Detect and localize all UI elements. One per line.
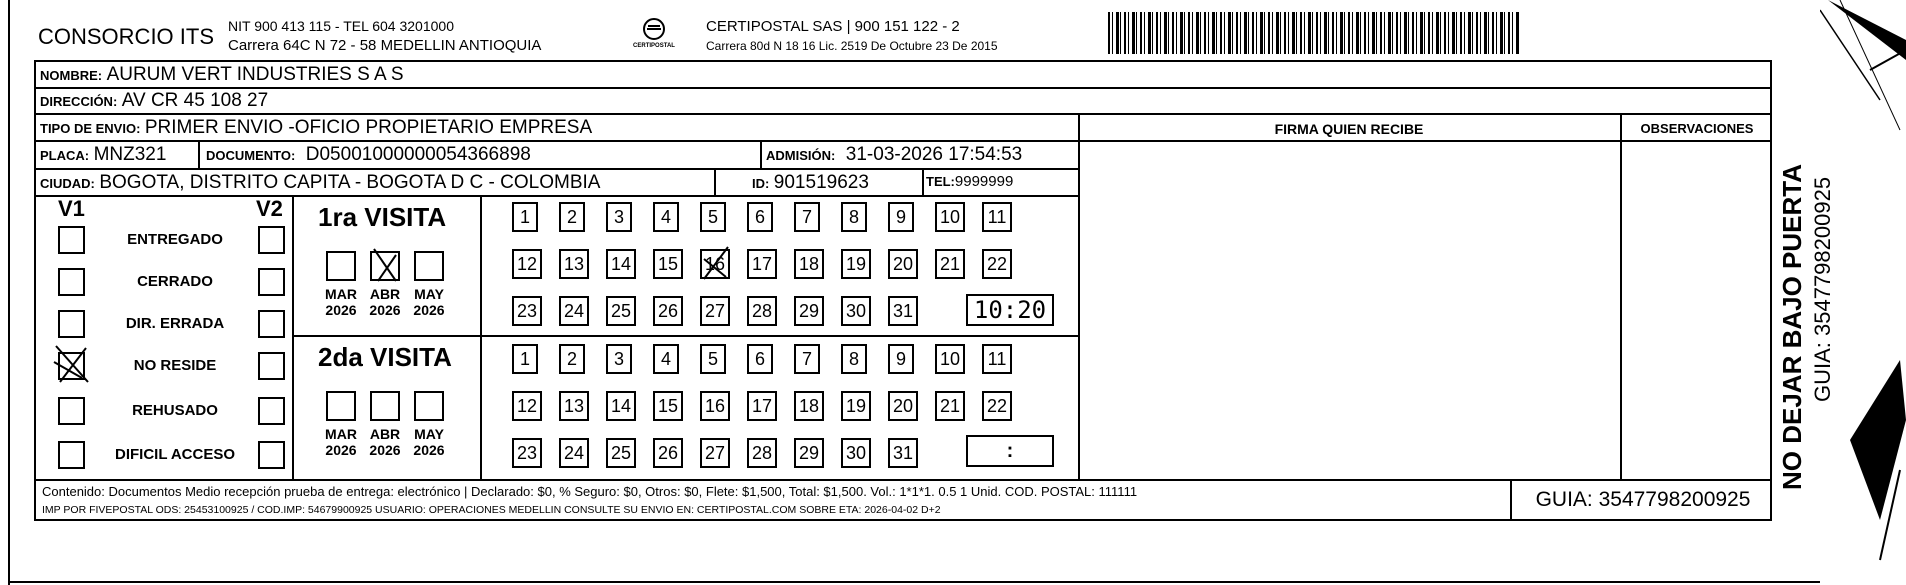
day-cell[interactable]: 22 <box>982 249 1012 279</box>
day-cell[interactable]: 11 <box>982 202 1012 232</box>
footer-guia: GUIA: 3547798200925 <box>1535 488 1751 511</box>
admision-label: ADMISIÓN: <box>766 148 836 163</box>
certipostal-logo <box>634 17 674 51</box>
month-checkbox[interactable] <box>326 251 356 281</box>
status-label: CERRADO <box>137 273 213 290</box>
month-label: MAR 2026 <box>325 426 357 458</box>
placa-value: MNZ321 <box>93 144 167 165</box>
month-label: MAR 2026 <box>325 286 357 318</box>
day-cell[interactable]: 16 <box>700 391 730 421</box>
month-label: MAY 2026 <box>413 426 445 458</box>
documento-label: DOCUMENTO: <box>206 148 296 163</box>
day-cell[interactable]: 19 <box>841 249 871 279</box>
status-label: NO RESIDE <box>133 357 217 374</box>
day-cell[interactable]: 29 <box>794 438 824 468</box>
id-value: 901519623 <box>773 172 869 193</box>
documento-value: D05001000000054366898 <box>305 144 531 165</box>
v2-checkbox[interactable] <box>258 226 285 254</box>
day-cell[interactable]: 20 <box>888 249 918 279</box>
day-cell[interactable]: 21 <box>935 391 965 421</box>
day-cell[interactable]: 27 <box>700 438 730 468</box>
day-cell[interactable]: 26 <box>653 438 683 468</box>
barcode <box>1108 12 1520 54</box>
tipo-envio-label: TIPO DE ENVIO: <box>40 121 141 136</box>
second-visit-time[interactable] <box>966 435 1054 467</box>
day-cell[interactable]: 6 <box>747 344 773 374</box>
ciudad-label: CIUDAD: <box>40 176 95 191</box>
day-cell[interactable]: 30 <box>841 296 871 326</box>
day-cell[interactable]: 15 <box>653 249 683 279</box>
day-cell[interactable]: 18 <box>794 249 824 279</box>
day-cell[interactable]: 24 <box>559 438 589 468</box>
day-cell[interactable]: 19 <box>841 391 871 421</box>
v1-checkbox[interactable] <box>58 352 85 380</box>
status-label: DIFICIL ACCESO <box>114 446 235 463</box>
day-cell[interactable]: 16 <box>700 249 730 279</box>
first-visit-time-value: 10:20 <box>973 296 1047 324</box>
day-cell[interactable]: 2 <box>559 202 585 232</box>
day-cell[interactable]: 6 <box>747 202 773 232</box>
day-cell[interactable]: 17 <box>747 249 777 279</box>
day-cell[interactable]: 1 <box>512 344 538 374</box>
direccion-label: DIRECCIÓN: <box>40 94 118 109</box>
day-cell[interactable]: 27 <box>700 296 730 326</box>
month-checkbox[interactable] <box>326 391 356 421</box>
day-cell[interactable]: 12 <box>512 249 542 279</box>
second-visit-time-value: : <box>1006 440 1014 462</box>
day-cell[interactable]: 28 <box>747 296 777 326</box>
day-cell[interactable]: 9 <box>888 202 914 232</box>
day-cell[interactable]: 4 <box>653 344 679 374</box>
day-cell[interactable]: 23 <box>512 438 542 468</box>
placa-label: PLACA: <box>40 148 90 163</box>
v1-checkbox[interactable] <box>58 441 85 469</box>
v1-checkbox[interactable] <box>58 268 85 296</box>
day-cell[interactable]: 5 <box>700 344 726 374</box>
v1-checkbox[interactable] <box>58 226 85 254</box>
day-cell[interactable]: 11 <box>982 344 1012 374</box>
v1-header: V1 <box>58 196 85 221</box>
page-edge-mark <box>8 0 10 585</box>
month-checkbox[interactable] <box>370 251 400 281</box>
first-visit-time[interactable] <box>966 294 1054 326</box>
status-label: REHUSADO <box>132 402 218 419</box>
day-cell[interactable]: 8 <box>841 344 867 374</box>
company-address: Carrera 64C N 72 - 58 MEDELLIN ANTIOQUIA <box>228 37 542 54</box>
v1-checkbox[interactable] <box>58 310 85 338</box>
certipostal-line2: Carrera 80d N 18 16 Lic. 2519 De Octubre 23 De 2015 <box>706 39 998 53</box>
day-cell[interactable]: 18 <box>794 391 824 421</box>
v2-header: V2 <box>256 196 283 221</box>
id-label: ID: <box>752 176 770 191</box>
day-cell[interactable]: 30 <box>841 438 871 468</box>
side-warning: NO DEJAR BAJO PUERTA <box>1777 163 1807 490</box>
nombre-label: NOMBRE: <box>40 68 103 83</box>
nit-line: NIT 900 413 115 - TEL 604 3201000 <box>228 18 454 34</box>
month-label: ABR 2026 <box>369 286 401 318</box>
v1-checkbox[interactable] <box>58 397 85 425</box>
page-bottom-line <box>8 581 1820 583</box>
status-label: ENTREGADO <box>127 231 223 248</box>
day-cell[interactable]: 7 <box>794 344 820 374</box>
logo-text: CERTIPOSTAL <box>633 43 675 49</box>
v2-checkbox[interactable] <box>258 441 285 469</box>
day-cell[interactable]: 20 <box>888 391 918 421</box>
day-cell[interactable]: 7 <box>794 202 820 232</box>
contenido-text: Contenido: Documentos Medio recepción prueba de entrega: electrónico | Declarado: $0, % Seguro: $0, Otros: $0, Flete: $1,500, Total: $1,500. Vol.: 1*1*1. 0.5 1 Unid. COD. POSTAL: 111111 <box>42 484 1138 499</box>
day-cell[interactable]: 3 <box>606 344 632 374</box>
firma-label: FIRMA QUIEN RECIBE <box>1274 121 1424 137</box>
day-cell[interactable]: 9 <box>888 344 914 374</box>
admision-value: 31-03-2026 17:54:53 <box>845 144 1023 165</box>
day-cell[interactable]: 31 <box>888 438 918 468</box>
status-label: DIR. ERRADA <box>125 315 225 332</box>
day-cell[interactable]: 10 <box>935 202 965 232</box>
side-guia: GUIA: 3547798200925 <box>1810 176 1835 402</box>
v2-checkbox[interactable] <box>258 352 285 380</box>
day-cell[interactable]: 13 <box>559 249 589 279</box>
day-check-mark <box>700 249 730 279</box>
day-cell[interactable]: 23 <box>512 296 542 326</box>
second-visit-title: 2da VISITA <box>318 342 452 372</box>
tipo-envio-value: PRIMER ENVIO -OFICIO PROPIETARIO EMPRESA <box>144 117 593 138</box>
v2-checkbox[interactable] <box>258 268 285 296</box>
direccion-value: AV CR 45 108 27 <box>121 90 269 111</box>
ciudad-value: BOGOTA, DISTRITO CAPITA - BOGOTA D C - COLOMBIA <box>99 172 601 193</box>
day-cell[interactable]: 5 <box>700 202 726 232</box>
day-cell[interactable]: 25 <box>606 438 636 468</box>
month-label: MAY 2026 <box>413 286 445 318</box>
first-visit-title: 1ra VISITA <box>318 202 447 232</box>
day-cell[interactable]: 29 <box>794 296 824 326</box>
day-cell[interactable]: 3 <box>606 202 632 232</box>
day-cell[interactable]: 4 <box>653 202 679 232</box>
observaciones-label: OBSERVACIONES <box>1640 121 1754 136</box>
day-cell[interactable]: 31 <box>888 296 918 326</box>
month-checkbox[interactable] <box>414 391 444 421</box>
day-cell[interactable]: 12 <box>512 391 542 421</box>
day-cell[interactable]: 21 <box>935 249 965 279</box>
day-cell[interactable]: 25 <box>606 296 636 326</box>
day-cell[interactable]: 24 <box>559 296 589 326</box>
day-cell[interactable]: 28 <box>747 438 777 468</box>
certipostal-line1: CERTIPOSTAL SAS | 900 151 122 - 2 <box>706 18 960 35</box>
company-name: CONSORCIO ITS <box>38 24 215 49</box>
day-cell[interactable]: 17 <box>747 391 777 421</box>
month-label: ABR 2026 <box>369 426 401 458</box>
v2-checkbox[interactable] <box>258 310 285 338</box>
day-cell[interactable]: 26 <box>653 296 683 326</box>
month-checkbox[interactable] <box>414 251 444 281</box>
day-cell[interactable]: 13 <box>559 391 589 421</box>
tel-value: 9999999 <box>954 173 1014 190</box>
day-cell[interactable]: 15 <box>653 391 683 421</box>
v2-checkbox[interactable] <box>258 397 285 425</box>
day-cell[interactable]: 14 <box>606 249 636 279</box>
day-cell[interactable]: 1 <box>512 202 538 232</box>
nombre-value: AURUM VERT INDUSTRIES S A S <box>106 64 404 85</box>
day-cell[interactable]: 14 <box>606 391 636 421</box>
day-cell[interactable]: 8 <box>841 202 867 232</box>
day-cell[interactable]: 22 <box>982 391 1012 421</box>
tel-label: TEL: <box>926 174 955 189</box>
day-cell[interactable]: 10 <box>935 344 965 374</box>
imp-text: IMP POR FIVEPOSTAL ODS: 25453100925 / COD.IMP: 54679900925 USUARIO: OPERACIONES MEDELLIN CONSULTE SU ENVIO EN: CERTIPOSTAL.COM SOBRE ETA: 2026-04-02 D+2 <box>42 504 941 516</box>
month-checkbox[interactable] <box>370 391 400 421</box>
day-cell[interactable]: 2 <box>559 344 585 374</box>
